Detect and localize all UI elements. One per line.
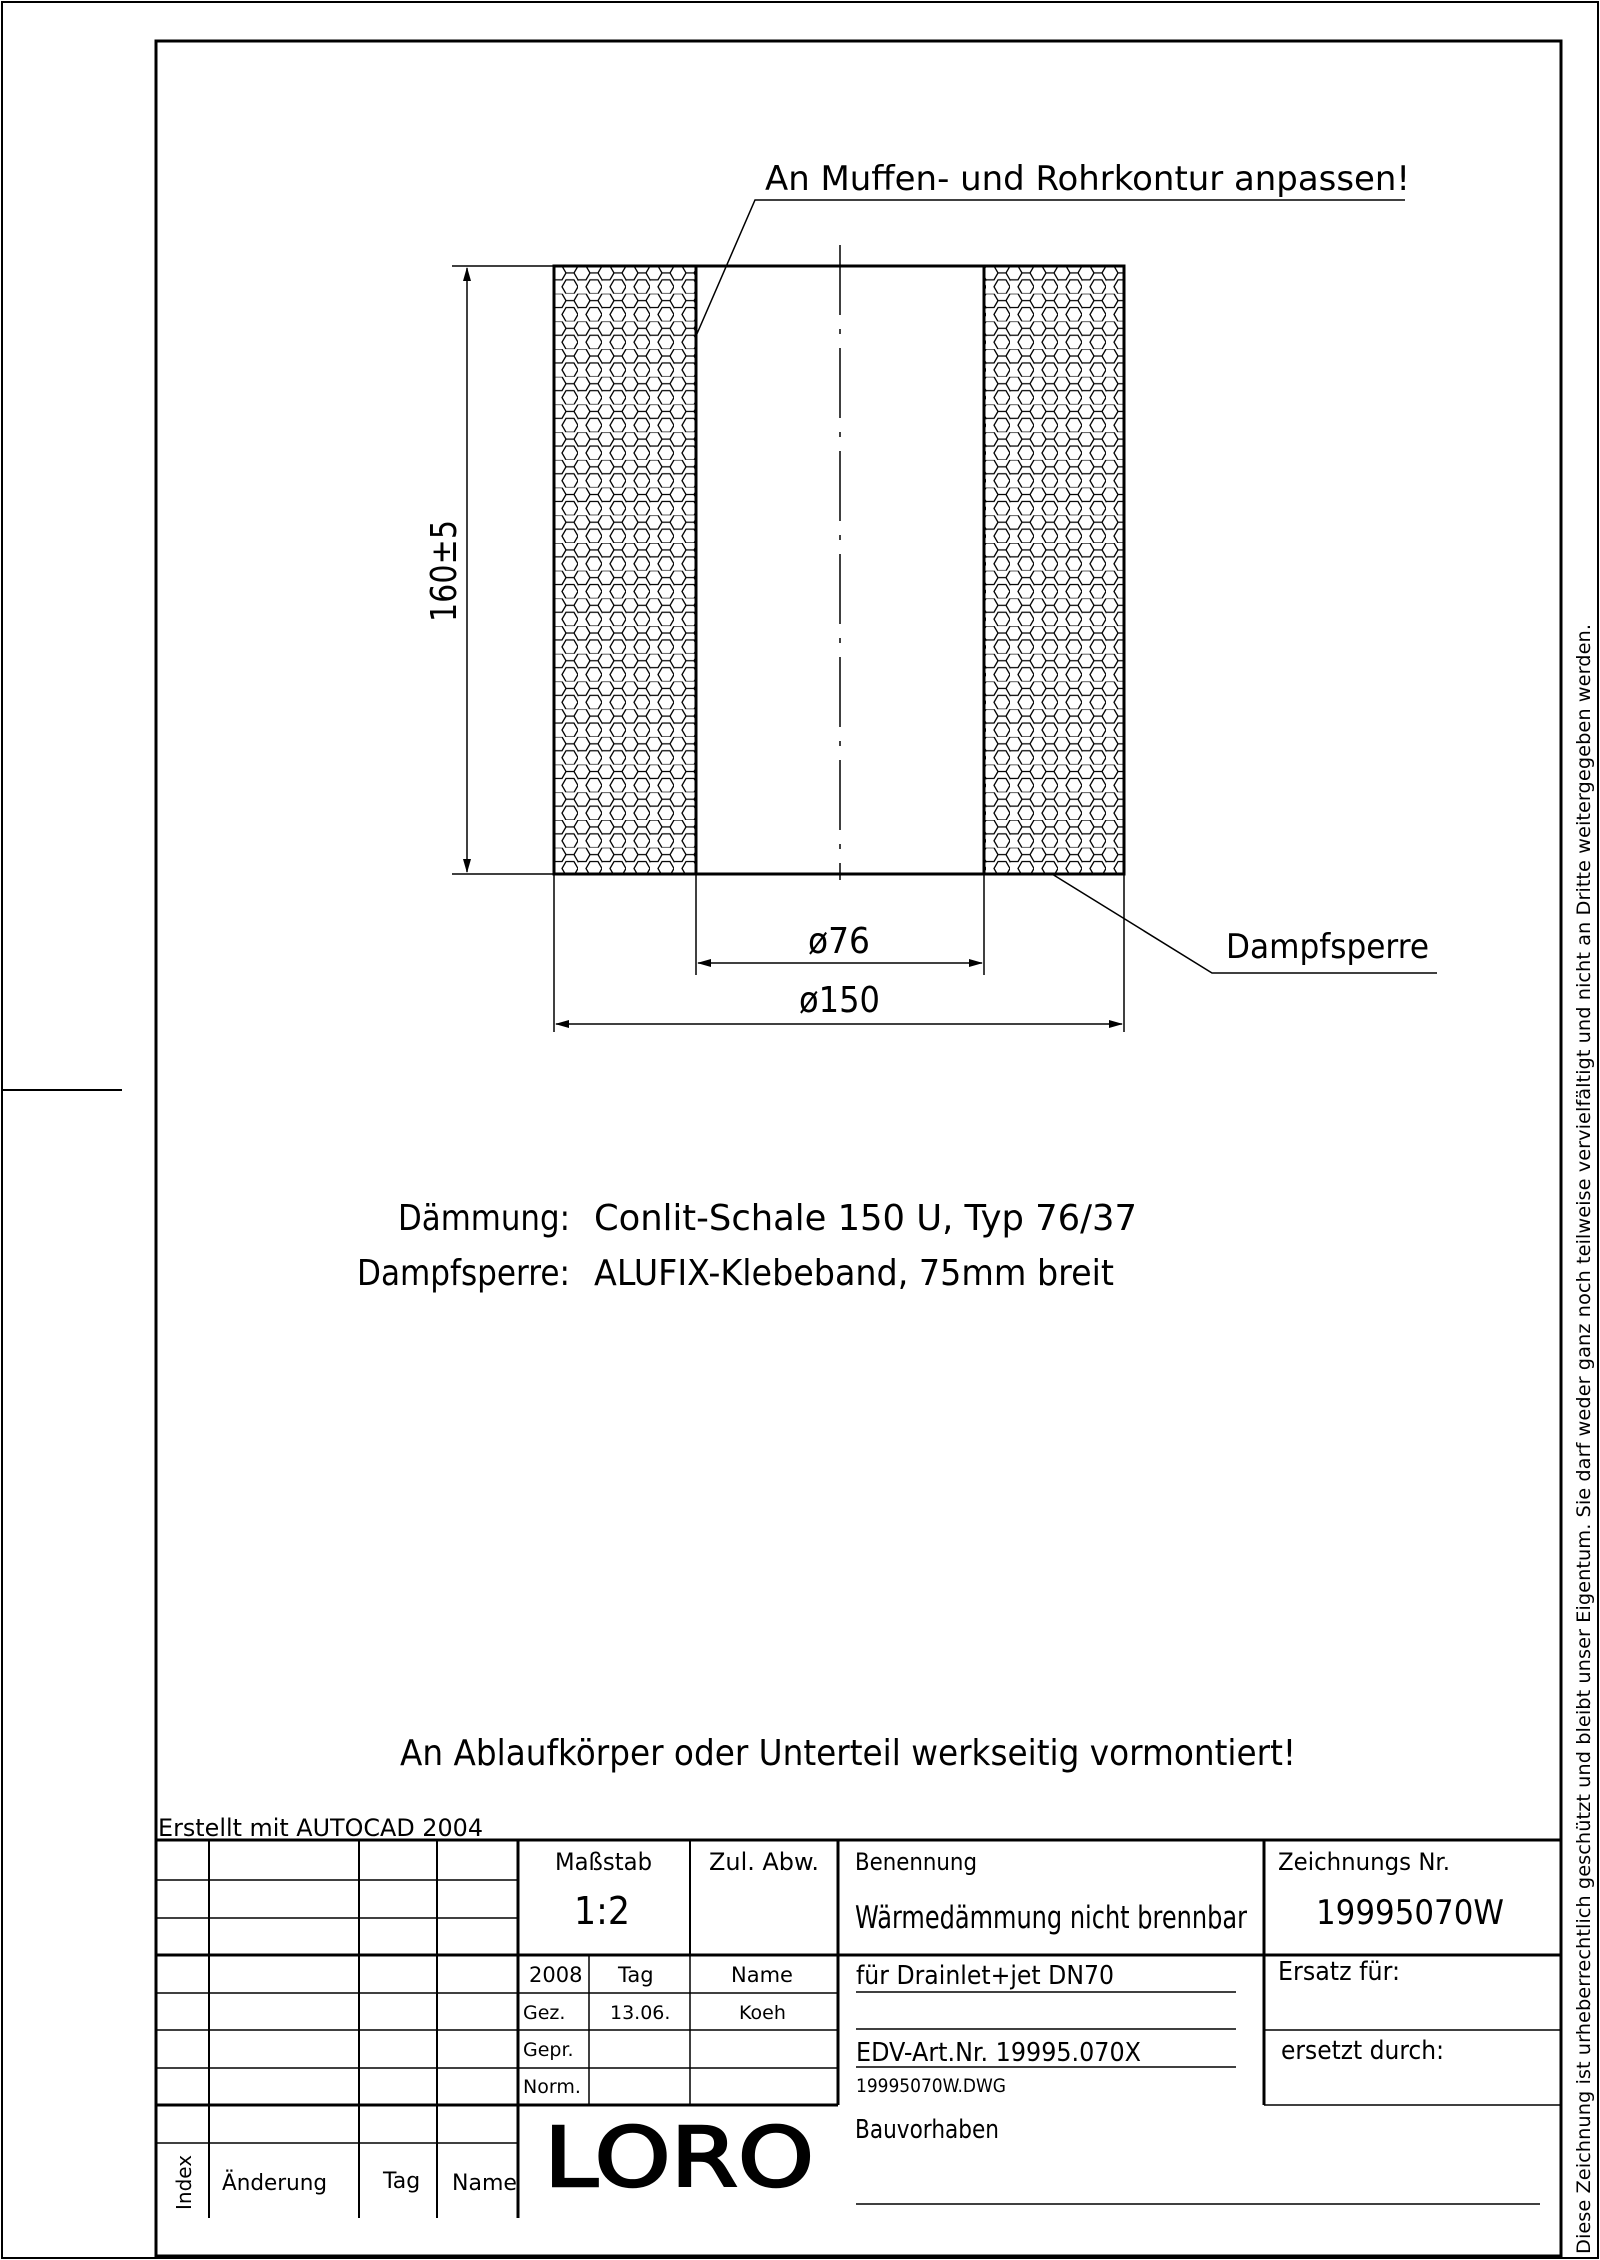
insulation-value: Conlit-Schale 150 U, Typ 76/37 (594, 1198, 1137, 1239)
drawing-no-label: Zeichnungs Nr. (1278, 1848, 1450, 1876)
dim-outer-diameter-text: ø150 (799, 980, 880, 1021)
insulation-section-view (554, 245, 1124, 880)
checked-label: Gepr. (523, 2039, 574, 2061)
insulation-wall-right (984, 266, 1124, 874)
created-with: Erstellt mit AUTOCAD 2004 (158, 1814, 483, 1842)
dim-inner-diameter-text: ø76 (808, 921, 870, 962)
drawing-no-value: 19995070W (1316, 1893, 1504, 1933)
norm-label: Norm. (523, 2076, 581, 2098)
dim-height-text: 160±5 (424, 500, 465, 622)
premount-note: An Ablaufkörper oder Unterteil werkseitig vormontiert! (400, 1733, 1296, 1774)
replacement-for-label: Ersatz für: (1278, 1957, 1400, 1987)
rev-day-label: Tag (383, 2169, 421, 2194)
replaced-by-label: ersetzt durch: (1281, 2036, 1444, 2066)
drawn-date: 13.06. (610, 2002, 671, 2024)
revision-table (156, 1840, 518, 2218)
scale-label: Maßstab (555, 1848, 652, 1876)
name-label: Name (731, 1963, 793, 1987)
day-label: Tag (618, 1963, 654, 1987)
copyright-notice: Diese Zeichnung ist urheberrechtlich geschützt und bleibt unser Eigentum. Sie darf weder ganz noch teilweise vervielfältigt und nicht an Dritte weitergegeben werden. (1573, 658, 1595, 2254)
loro-logo: LORO (544, 2111, 814, 2206)
barrier-label: Dampfsperre: (357, 1253, 570, 1294)
drawn-label: Gez. (523, 2002, 566, 2024)
barrier-value: ALUFIX-Klebeband, 75mm breit (594, 1253, 1114, 1294)
rev-name-label: Name (452, 2171, 517, 2196)
adjust-note: An Muffen- und Rohrkontur anpassen! (765, 159, 1410, 199)
project-label: Bauvorhaben (855, 2115, 999, 2145)
designation-value: Wärmedämmung nicht brennbar (855, 1900, 1248, 1936)
scale-value: 1:2 (574, 1889, 630, 1933)
drawn-name: Koeh (739, 2002, 786, 2024)
year-label: 2008 (529, 1963, 583, 1987)
subtitle: für Drainlet+jet DN70 (856, 1961, 1114, 1991)
edv-number: EDV-Art.Nr. 19995.070X (856, 2038, 1141, 2068)
tolerance-label: Zul. Abw. (709, 1848, 819, 1876)
vapor-barrier-label: Dampfsperre (1226, 927, 1429, 967)
rev-change-label: Änderung (222, 2171, 330, 2196)
designation-label: Benennung (855, 1848, 977, 1876)
dwg-file: 19995070W.DWG (856, 2075, 1006, 2097)
insulation-label: Dämmung: (398, 1198, 570, 1239)
insulation-wall-left (554, 266, 696, 874)
rev-index-label: Index (172, 2154, 196, 2210)
